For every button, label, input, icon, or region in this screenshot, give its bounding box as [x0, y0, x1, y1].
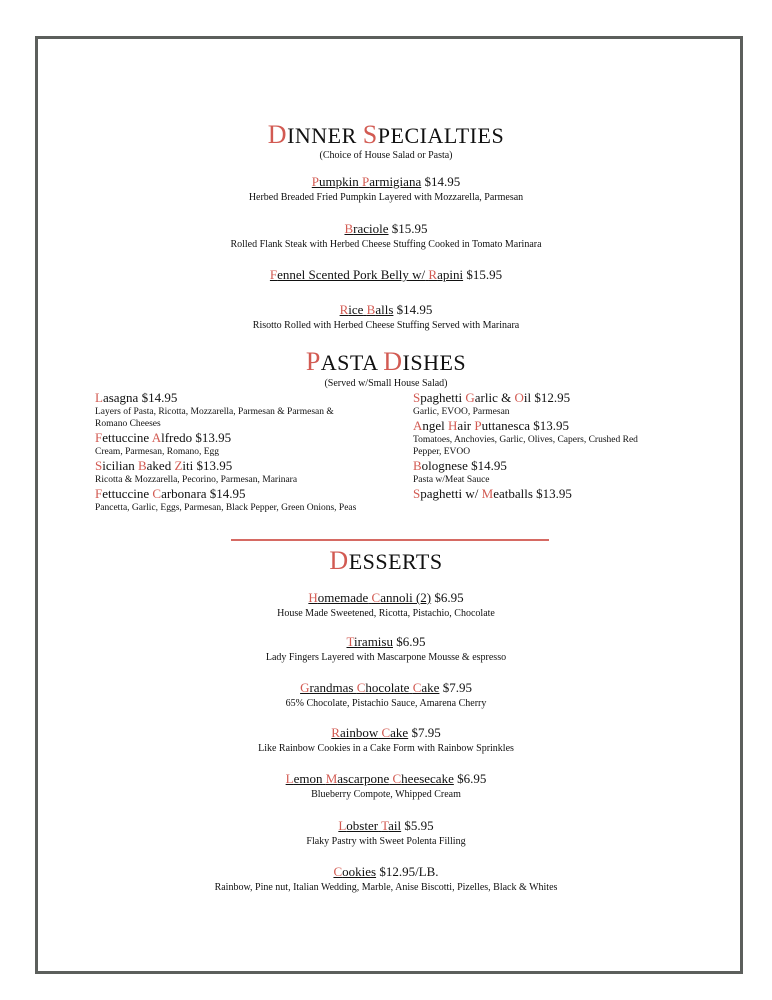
- item-name-rest: ngel: [422, 418, 445, 433]
- item-description: Rainbow, Pine nut, Italian Wedding, Marble, Anise Biscotti, Pizelles, Black & Whites: [214, 882, 558, 893]
- item-name-rest: iti: [182, 458, 194, 473]
- item-name-rest: emon: [293, 771, 323, 786]
- item-description: Risotto Rolled with Herbed Cheese Stuffing Served with Marinara: [252, 320, 520, 331]
- dinner-specialties-title: [0, 120, 772, 150]
- item-name-rest: raciole: [353, 221, 389, 236]
- menu-item: [0, 174, 772, 204]
- pasta-item: [413, 418, 663, 458]
- item-price: $15.95: [391, 221, 428, 236]
- item-name: [270, 267, 463, 282]
- item-name-rest: ettuccine: [102, 430, 150, 445]
- item-initial: M: [325, 771, 338, 786]
- menu-item: [0, 267, 772, 283]
- pasta-item: [413, 390, 663, 418]
- item-title: [0, 864, 772, 880]
- item-initial: M: [481, 486, 494, 501]
- pasta-item: [413, 458, 663, 486]
- item-title: [0, 174, 772, 190]
- item-initial: F: [269, 267, 278, 282]
- item-initial: G: [300, 680, 310, 695]
- title-rest: PECIALTIES: [377, 123, 505, 148]
- item-initial: G: [465, 390, 475, 405]
- item-title: [413, 418, 663, 434]
- item-name-rest: annoli (2): [380, 590, 432, 605]
- item-name: [413, 486, 533, 501]
- section-divider: [231, 539, 549, 541]
- item-name: [347, 634, 393, 649]
- menu-item: [0, 590, 772, 620]
- item-price: $6.95: [434, 590, 464, 605]
- item-name: [95, 458, 193, 473]
- item-initial: S: [413, 390, 421, 405]
- item-price: $5.95: [404, 818, 434, 833]
- item-description: Tomatoes, Anchovies, Garlic, Olives, Capers, Crushed Red Pepper, EVOO: [413, 435, 638, 457]
- item-price: $14.95: [424, 174, 461, 189]
- item-name-rest: icilian: [102, 458, 135, 473]
- item-name-rest: apini: [437, 267, 464, 282]
- item-price: $14.95: [471, 458, 507, 473]
- item-title: [0, 818, 772, 834]
- item-name-rest: air: [457, 418, 472, 433]
- item-title: [0, 302, 772, 318]
- dinner-specialties-note: (Choice of House Salad or Pasta): [319, 150, 453, 161]
- item-name-rest: alls: [375, 302, 394, 317]
- menu-item: [0, 725, 772, 755]
- pasta-item: [95, 430, 360, 458]
- item-initial: Z: [174, 458, 183, 473]
- item-name-rest: armigiana: [369, 174, 422, 189]
- item-name: [333, 864, 376, 879]
- title-rest: ESSERTS: [348, 549, 443, 574]
- item-name-rest: olognese: [421, 458, 468, 473]
- item-description: Flaky Pastry with Sweet Polenta Filling: [306, 836, 466, 847]
- item-title: [0, 680, 772, 696]
- item-price: $14.95: [209, 486, 246, 501]
- item-name-rest: eatballs: [493, 486, 533, 501]
- item-initial: A: [413, 418, 423, 433]
- item-name: [95, 486, 207, 501]
- desserts-title: [0, 546, 772, 576]
- item-initial: C: [412, 680, 422, 695]
- item-initial: B: [366, 302, 376, 317]
- item-name: [312, 174, 421, 189]
- item-name-rest: paghetti: [420, 390, 463, 405]
- item-initial: A: [151, 430, 162, 445]
- item-title: [0, 267, 772, 283]
- item-description: Blueberry Compote, Whipped Cream: [311, 789, 461, 800]
- item-initial: L: [95, 390, 103, 405]
- item-title: [0, 771, 772, 787]
- pasta-right-column: [413, 390, 663, 502]
- item-name-rest: arbonara: [161, 486, 207, 501]
- item-initial: F: [95, 486, 103, 501]
- item-description: Pancetta, Garlic, Eggs, Parmesan, Black Pepper, Green Onions, Peas: [95, 503, 357, 513]
- item-name: [300, 680, 439, 695]
- item-title: [95, 458, 360, 474]
- item-description: Herbed Breaded Fried Pumpkin Layered with Mozzarella, Parmesan: [248, 192, 524, 203]
- item-name-rest: ice: [348, 302, 364, 317]
- item-initial: P: [311, 174, 320, 189]
- item-title: [413, 390, 663, 406]
- item-price: $15.95: [466, 267, 503, 282]
- item-price: $6.95: [396, 634, 426, 649]
- item-name-rest: ascarpone: [337, 771, 390, 786]
- pasta-dishes-note: (Served w/Small House Salad): [324, 378, 448, 389]
- item-initial: R: [339, 302, 349, 317]
- item-name-rest: iramisu: [353, 634, 393, 649]
- item-name-rest: paghetti w/: [420, 486, 479, 501]
- item-name: [331, 725, 408, 740]
- title-rest: ISHES: [402, 350, 467, 375]
- item-initial: H: [308, 590, 318, 605]
- item-price: $13.95: [196, 458, 233, 473]
- item-name: [344, 221, 388, 236]
- item-description: Like Rainbow Cookies in a Cake Form with Rainbow Sprinkles: [258, 743, 514, 754]
- item-description: Layers of Pasta, Ricotta, Mozzarella, Parmesan & Parmesan & Romano Cheeses: [95, 407, 334, 429]
- item-description: Lady Fingers Layered with Mascarpone Mousse & espresso: [265, 652, 507, 663]
- item-name-rest: randmas: [309, 680, 354, 695]
- item-name-rest: ainbow: [339, 725, 379, 740]
- item-price: $13.95: [536, 486, 572, 501]
- item-name: [95, 390, 138, 405]
- item-initial: T: [381, 818, 389, 833]
- item-name-rest: ennel Scented Pork Belly w/: [277, 267, 426, 282]
- item-initial: S: [95, 458, 103, 473]
- title-capital: P: [305, 347, 321, 376]
- item-name-rest: ail: [388, 818, 402, 833]
- item-price: $7.95: [411, 725, 441, 740]
- item-price: $14.95: [141, 390, 178, 405]
- item-title: [95, 430, 360, 446]
- item-initial: F: [95, 430, 103, 445]
- item-initial: R: [331, 725, 340, 740]
- item-initial: C: [356, 680, 366, 695]
- item-name: [338, 818, 401, 833]
- item-name: [413, 418, 530, 433]
- title-capital: D: [329, 546, 349, 575]
- item-price: $12.95: [534, 390, 571, 405]
- item-initial: B: [344, 221, 354, 236]
- item-name-rest: ake: [390, 725, 409, 740]
- item-initial: T: [346, 634, 354, 649]
- item-title: [95, 486, 360, 502]
- item-initial: B: [137, 458, 147, 473]
- item-initial: C: [392, 771, 402, 786]
- item-name-rest: obster: [346, 818, 379, 833]
- item-description: Garlic, EVOO, Parmesan: [413, 407, 510, 417]
- item-name: [286, 771, 454, 786]
- item-description: Rolled Flank Steak with Herbed Cheese Stuffing Cooked in Tomato Marinara: [230, 239, 542, 250]
- item-name-rest: heesecake: [401, 771, 454, 786]
- item-name-rest: aked: [146, 458, 172, 473]
- menu-item: [0, 864, 772, 894]
- title-capital: D: [383, 347, 403, 376]
- item-name-rest: hocolate: [365, 680, 410, 695]
- menu-item: [0, 771, 772, 801]
- item-name: [340, 302, 394, 317]
- item-name-rest: asagna: [102, 390, 139, 405]
- pasta-dishes-title: [0, 347, 772, 377]
- menu-item: [0, 634, 772, 664]
- pasta-item: [95, 458, 360, 486]
- item-description: 65% Chocolate, Pistachio Sauce, Amarena Cherry: [285, 698, 487, 709]
- item-price: $14.95: [396, 302, 433, 317]
- item-initial: L: [338, 818, 347, 833]
- item-name-rest: uttanesca: [481, 418, 530, 433]
- item-price: $13.95: [195, 430, 232, 445]
- item-name-rest: ookies: [342, 864, 377, 879]
- item-name-rest: umpkin: [319, 174, 359, 189]
- item-initial: H: [448, 418, 458, 433]
- item-title: [413, 486, 663, 502]
- item-initial: P: [474, 418, 482, 433]
- pasta-item: [413, 486, 663, 502]
- title-capital: S: [362, 120, 378, 149]
- item-name-rest: arlic &: [474, 390, 512, 405]
- item-initial: C: [333, 864, 343, 879]
- item-title: [0, 221, 772, 237]
- menu-item: [0, 221, 772, 251]
- item-initial: O: [514, 390, 524, 405]
- item-initial: C: [371, 590, 381, 605]
- item-initial: P: [362, 174, 370, 189]
- menu-item: [0, 680, 772, 710]
- item-price: $6.95: [457, 771, 487, 786]
- item-title: [0, 725, 772, 741]
- title-rest: INNER: [287, 123, 357, 148]
- item-name: [413, 458, 468, 473]
- item-description: Ricotta & Mozzarella, Pecorino, Parmesan, Marinara: [95, 475, 298, 485]
- item-title: [0, 590, 772, 606]
- item-name-rest: omemade: [317, 590, 369, 605]
- item-title: [95, 390, 360, 406]
- menu-item: [0, 302, 772, 332]
- item-initial: C: [152, 486, 162, 501]
- item-price: $7.95: [442, 680, 472, 695]
- item-name: [413, 390, 531, 405]
- pasta-item: [95, 486, 360, 514]
- item-initial: B: [413, 458, 422, 473]
- pasta-left-column: [95, 390, 360, 514]
- item-title: [0, 634, 772, 650]
- title-capital: D: [267, 120, 288, 149]
- title-rest: ASTA: [320, 350, 378, 375]
- item-title: [413, 458, 663, 474]
- item-name-rest: ake: [421, 680, 440, 695]
- menu-item: [0, 818, 772, 848]
- item-name-rest: il: [523, 390, 532, 405]
- item-initial: L: [285, 771, 294, 786]
- item-description: House Made Sweetened, Ricotta, Pistachio, Chocolate: [277, 608, 495, 619]
- item-price: $12.95/LB.: [379, 864, 439, 879]
- item-name: [95, 430, 192, 445]
- item-initial: R: [428, 267, 438, 282]
- item-initial: S: [413, 486, 421, 501]
- item-name-rest: lfredo: [161, 430, 193, 445]
- item-initial: C: [381, 725, 391, 740]
- item-name-rest: ettuccine: [102, 486, 150, 501]
- pasta-item: [95, 390, 360, 430]
- item-description: Cream, Parmesan, Romano, Egg: [95, 447, 220, 457]
- item-price: $13.95: [533, 418, 569, 433]
- item-name: [308, 590, 431, 605]
- item-description: Pasta w/Meat Sauce: [413, 475, 490, 485]
